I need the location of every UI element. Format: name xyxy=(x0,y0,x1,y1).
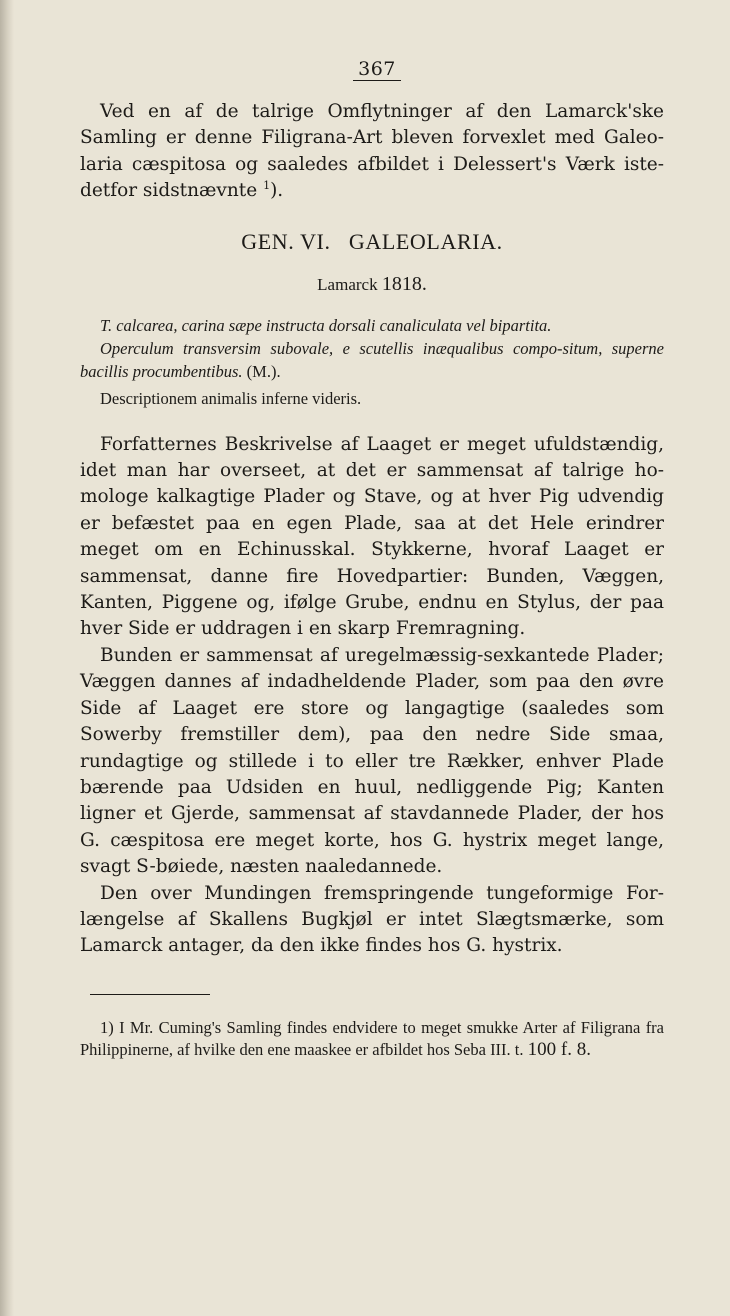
footnote-divider xyxy=(90,994,210,995)
footnote-number: 1) xyxy=(100,1017,114,1037)
authority xyxy=(80,273,664,296)
latin-diagnosis-tube: T. calcarea, carina sæpe instructa dorsali canaliculata vel bipartita. xyxy=(100,315,552,335)
genus-heading: GEN. VI. GALEOLARIA. xyxy=(241,228,503,254)
body-paragraph: Forfatternes Beskrivelse af Laaget er meget ufuldstændig, idet man har overseet, at det er sammensat af talrige ho-mologe kalkagtige Plader og Stave, og at hver Pig udvendig er befæstet paa en egen Plade, saa at det Hele erindrer meget om en Echinusskal. Stykkerne, hvoraf Laaget er sammensat, danne fire Hovedpartier: Bunden, Væggen, Kanten, Piggene og, ifølge Grube, endnu en Stylus, der paa hver Side er uddragen i en skarp Fremragning. xyxy=(80,433,664,640)
authority-year: 1818. xyxy=(381,272,427,295)
body-paragraph: Den over Mundingen fremspringende tungeformige For-længelse af Skallens Bugkjøl er intet Slægtsmærke, som Lamarck antager, da den ikke findes hos G. hystrix. xyxy=(80,882,664,957)
latin-diagnosis-operculum: Operculum transversim subovale, e scutellis inæqualibus compo-situm, superne bacillis procumbentibus. (M.). xyxy=(80,338,664,381)
footnote-marker[interactable]: 1 xyxy=(263,179,271,193)
page-number: 367 xyxy=(90,58,664,81)
latin-diagnosis-animal: Descriptionem animalis inferne videris. xyxy=(100,388,362,408)
footnote: 1) I Mr. Cuming's Samling findes endvidere to meget smukke Arter af Filigrana fra Philippinerne, af hvilke den ene maaskee er afbildet hos Seba III. t. 100 f. 8. xyxy=(80,1017,665,1060)
book-gutter-shadow xyxy=(0,0,14,1316)
book-page xyxy=(80,58,664,1061)
intro-paragraph: Ved en af de talrige Omflytninger af den Lamarck'ske Samling er denne Filigrana-Art bleven forvexlet med Galeo-laria cæspitosa og saaledes afbildet i Delessert's Værk iste-detfor sidstnævnte $^1$). xyxy=(80,101,664,202)
body-paragraph: Bunden er sammensat af uregelmæssig-sexkantede Plader; Væggen dannes af indadheldende Plader, som paa den øvre Side af Laaget ere store og langagtige (saaledes som Sowerby fremstiller dem), paa den nedre Side smaa, rundagtige og stillede i to eller tre Rækker, enhver Plade bærende paa Udsiden en huul, nedliggende Pig; Kanten ligner et Gjerde, sammensat af stavdannede Plader, der hos G. cæspitosa ere meget korte, hos G. hystrix meget lange, svagt S-bøiede, næsten naaledannede. xyxy=(80,644,664,878)
authority-name: Lamarck xyxy=(317,274,378,294)
